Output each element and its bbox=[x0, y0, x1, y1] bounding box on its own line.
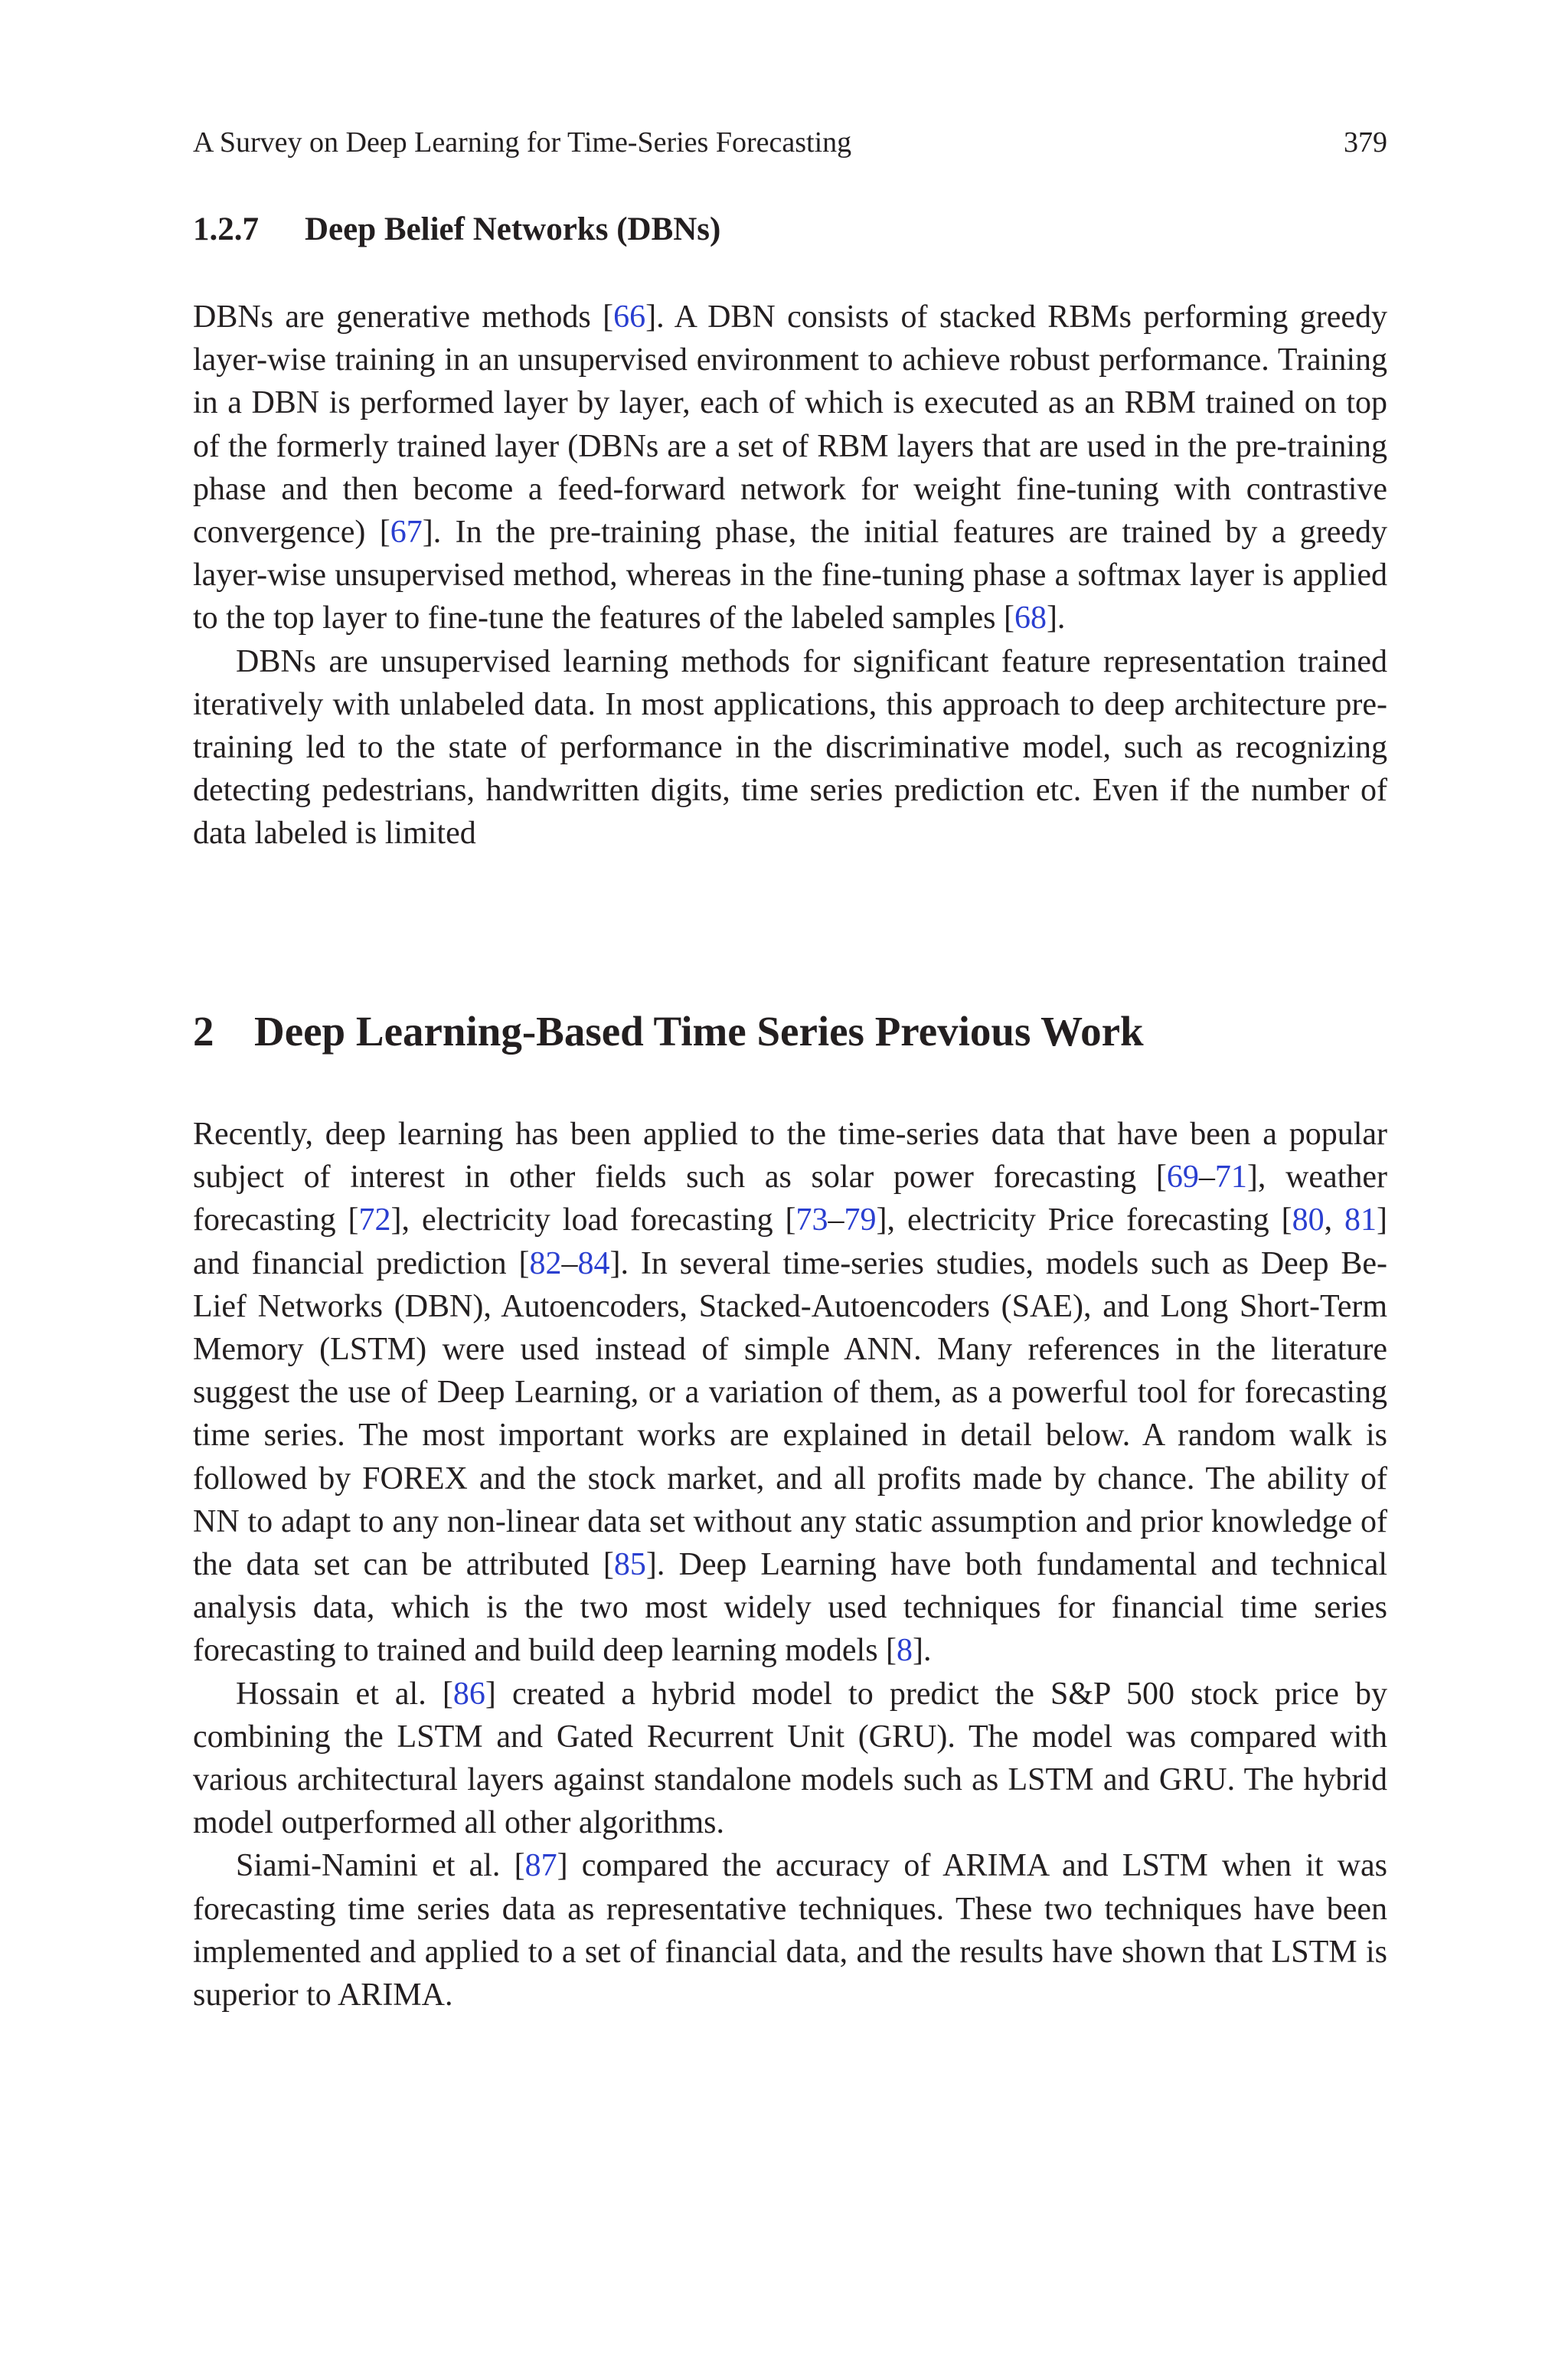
text-run: ] compared the accuracy of ARIMA and LSTM when it was forecasting time series data as representative techniques. These two techniques have been implemented and applied to a set of financial data, and the results have shown that LSTM is superior to ARIMA. bbox=[193, 1848, 1387, 2013]
running-head bbox=[193, 124, 1387, 161]
text-run: ]. bbox=[1046, 600, 1066, 636]
citation-link[interactable]: 66 bbox=[613, 299, 646, 335]
text-run: – bbox=[828, 1202, 844, 1238]
page-number: 379 bbox=[1344, 126, 1387, 159]
citation-link[interactable]: 79 bbox=[844, 1202, 877, 1238]
citation-link[interactable]: 80 bbox=[1292, 1202, 1325, 1238]
citation-link[interactable]: 73 bbox=[795, 1202, 828, 1238]
dbn-paragraph-2: DBNs are unsupervised learning methods for significant feature representation trained iteratively with unlabeled data. In most applications, this approach to deep architecture pre-training led to the state of performance in the discriminative model, such as recognizing detecting pedestrians, handwritten digits, time series prediction etc. Even if the number of data labeled is limited bbox=[193, 643, 1387, 852]
citation-link[interactable]: 87 bbox=[524, 1848, 557, 1884]
subsection-heading bbox=[193, 208, 720, 251]
text-run: DBNs are generative methods [ bbox=[193, 299, 614, 335]
section-heading bbox=[193, 1005, 1144, 1058]
text-run: – bbox=[1198, 1160, 1215, 1196]
citation-link[interactable]: 84 bbox=[577, 1245, 610, 1281]
work-paragraph-1 bbox=[193, 1113, 1387, 1673]
text-run: Recently, deep learning has been applied to the time-series data that have been a popular subject of interest in other fields such as solar power forecasting [ bbox=[193, 1117, 1387, 1196]
citation-link[interactable]: 71 bbox=[1214, 1160, 1247, 1196]
text-run: ]. In the pre-training phase, the initial features are trained by a greedy layer-wise unsupervised method, whereas in the fine-tuning phase a softmax layer is applied to the top layer to fine-tune the features of the labeled samples [ bbox=[193, 515, 1387, 636]
text-run: ] and financial prediction [ bbox=[193, 1202, 1388, 1281]
text-run: ]. bbox=[913, 1633, 932, 1669]
text-run: ] created a hybrid model to predict the S&P 500 stock price by combining the LSTM and Gated Recurrent Unit (GRU). The model was compared with various architectural layers against standalone models such as LSTM and GRU. The hybrid model outperformed all other algorithms. bbox=[193, 1676, 1387, 1841]
citation-link[interactable]: 8 bbox=[897, 1633, 913, 1669]
work-paragraph-2 bbox=[193, 1673, 1387, 1845]
text-run: Hossain et al. [ bbox=[236, 1676, 453, 1712]
section-title: Deep Learning-Based Time Series Previous Work bbox=[254, 1008, 1144, 1055]
subsection-number: 1.2.7 bbox=[193, 211, 259, 247]
citation-link[interactable]: 82 bbox=[529, 1245, 562, 1281]
citation-link[interactable]: 68 bbox=[1014, 600, 1047, 636]
text-run: Siami-Namini et al. [ bbox=[236, 1848, 525, 1884]
section-number: 2 bbox=[193, 1008, 214, 1055]
subsection-title: Deep Belief Networks (DBNs) bbox=[305, 211, 721, 247]
citation-link[interactable]: 81 bbox=[1344, 1202, 1377, 1238]
text-run: – bbox=[561, 1245, 578, 1281]
citation-link[interactable]: 72 bbox=[358, 1202, 391, 1238]
text-run: ]. A DBN consists of stacked RBMs performing greedy layer-wise training in an unsupervised environment to achieve robust performance. Training in a DBN is performed layer by layer, each of which is executed as an RBM trained on top of the formerly trained layer (DBNs are a set of RBM layers that are used in the pre-training phase and then become a feed-forward network for weight fine-tuning with contrastive convergence) [ bbox=[193, 299, 1387, 551]
citation-link[interactable]: 86 bbox=[452, 1676, 485, 1712]
text-run: ]. Deep Learning have both fundamental and technical analysis data, which is the two most widely used techniques for financial time series forecasting to trained and build deep learning models [ bbox=[193, 1547, 1387, 1669]
previous-work-text-block bbox=[193, 1113, 1387, 2017]
text-run: ], electricity load forecasting [ bbox=[390, 1202, 796, 1238]
work-paragraph-3 bbox=[193, 1844, 1387, 2017]
text-run: , bbox=[1324, 1202, 1345, 1238]
citation-link[interactable]: 69 bbox=[1166, 1160, 1199, 1196]
text-run: ], weather forecasting [ bbox=[193, 1160, 1387, 1238]
citation-link[interactable]: 67 bbox=[390, 515, 423, 551]
dbn-paragraph-1 bbox=[193, 296, 1387, 640]
dbn-text-block bbox=[193, 296, 1387, 855]
citation-link[interactable]: 85 bbox=[613, 1547, 646, 1583]
text-run: ], electricity Price forecasting [ bbox=[876, 1202, 1292, 1238]
running-head-title: A Survey on Deep Learning for Time-Series Forecasting bbox=[193, 126, 852, 159]
text-run: ]. In several time-series studies, models such as Deep Be-Lief Networks (DBN), Autoencoders, Stacked-Autoencoders (SAE), and Long Short-Term Memory (LSTM) were used instead of simple ANN. Many references in the literature suggest the use of Deep Learning, or a variation of them, as a powerful tool for forecasting time series. The most important works are explained in detail below. A random walk is followed by FOREX and the stock market, and all profits made by chance. The ability of NN to adapt to any non-linear data set without any static assumption and prior knowledge of the data set can be attributed [ bbox=[193, 1245, 1387, 1583]
